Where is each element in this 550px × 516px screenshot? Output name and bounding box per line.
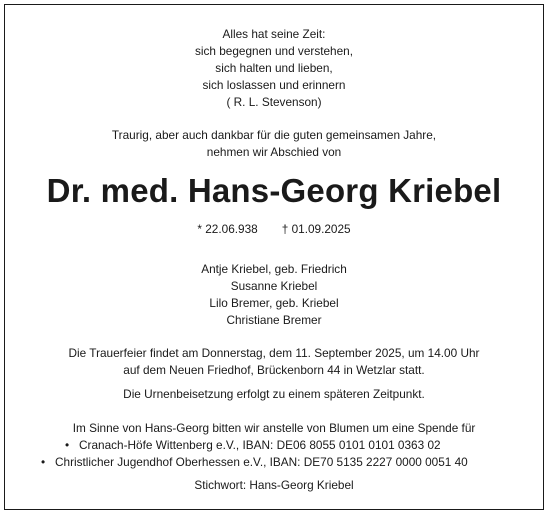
intro-line: Traurig, aber auch dankbar für die guten gemeinsamen Jahre, <box>111 128 437 142</box>
quote-line: sich halten und lieben, <box>215 61 333 75</box>
quote-line: Alles hat seine Zeit: <box>222 27 326 41</box>
ceremony-line: Die Trauerfeier findet am Donnerstag, dem 11. September 2025, um 14.00 Uhr <box>68 346 480 360</box>
quote-attribution: ( R. L. Stevenson) <box>226 95 322 109</box>
quote-line: sich loslassen und erinnern <box>202 78 346 92</box>
obituary-notice <box>4 4 544 510</box>
donation-intro: Im Sinne von Hans-Georg bitten wir anstelle von Blumen um eine Spende für <box>72 421 476 435</box>
bullet-icon: • <box>65 438 70 452</box>
donation-recipient: Christlicher Jugendhof Oberhessen e.V., IBAN: DE70 5135 2227 0000 0051 40 <box>55 454 468 469</box>
mourner-name: Susanne Kriebel <box>230 279 318 293</box>
quote-line: sich begegnen und verstehen, <box>194 44 354 58</box>
birth-date: * 22.06.938 <box>197 222 258 236</box>
bullet-icon: • <box>41 454 46 469</box>
donation-keyword: Stichwort: Hans-Georg Kriebel <box>194 478 354 492</box>
donation-list <box>41 437 468 470</box>
death-date: † 01.09.2025 <box>281 222 351 236</box>
donation-item <box>41 437 468 454</box>
ceremony-line: auf dem Neuen Friedhof, Brückenborn 44 in Wetzlar statt. <box>123 363 425 377</box>
intro-line: nehmen wir Abschied von <box>206 145 342 159</box>
life-dates <box>5 221 543 237</box>
mourner-name: Christiane Bremer <box>226 313 322 327</box>
deceased-name: Dr. med. Hans-Georg Kriebel <box>46 172 502 209</box>
donation-item <box>41 454 468 471</box>
urn-burial-note: Die Urnenbeisetzung erfolgt zu einem späteren Zeitpunkt. <box>123 387 425 401</box>
mourner-name: Lilo Bremer, geb. Kriebel <box>209 296 339 310</box>
donation-recipient: Cranach-Höfe Wittenberg e.V., IBAN: DE06 8055 0101 0101 0363 02 <box>79 438 441 452</box>
mourner-name: Antje Kriebel, geb. Friedrich <box>201 262 347 276</box>
